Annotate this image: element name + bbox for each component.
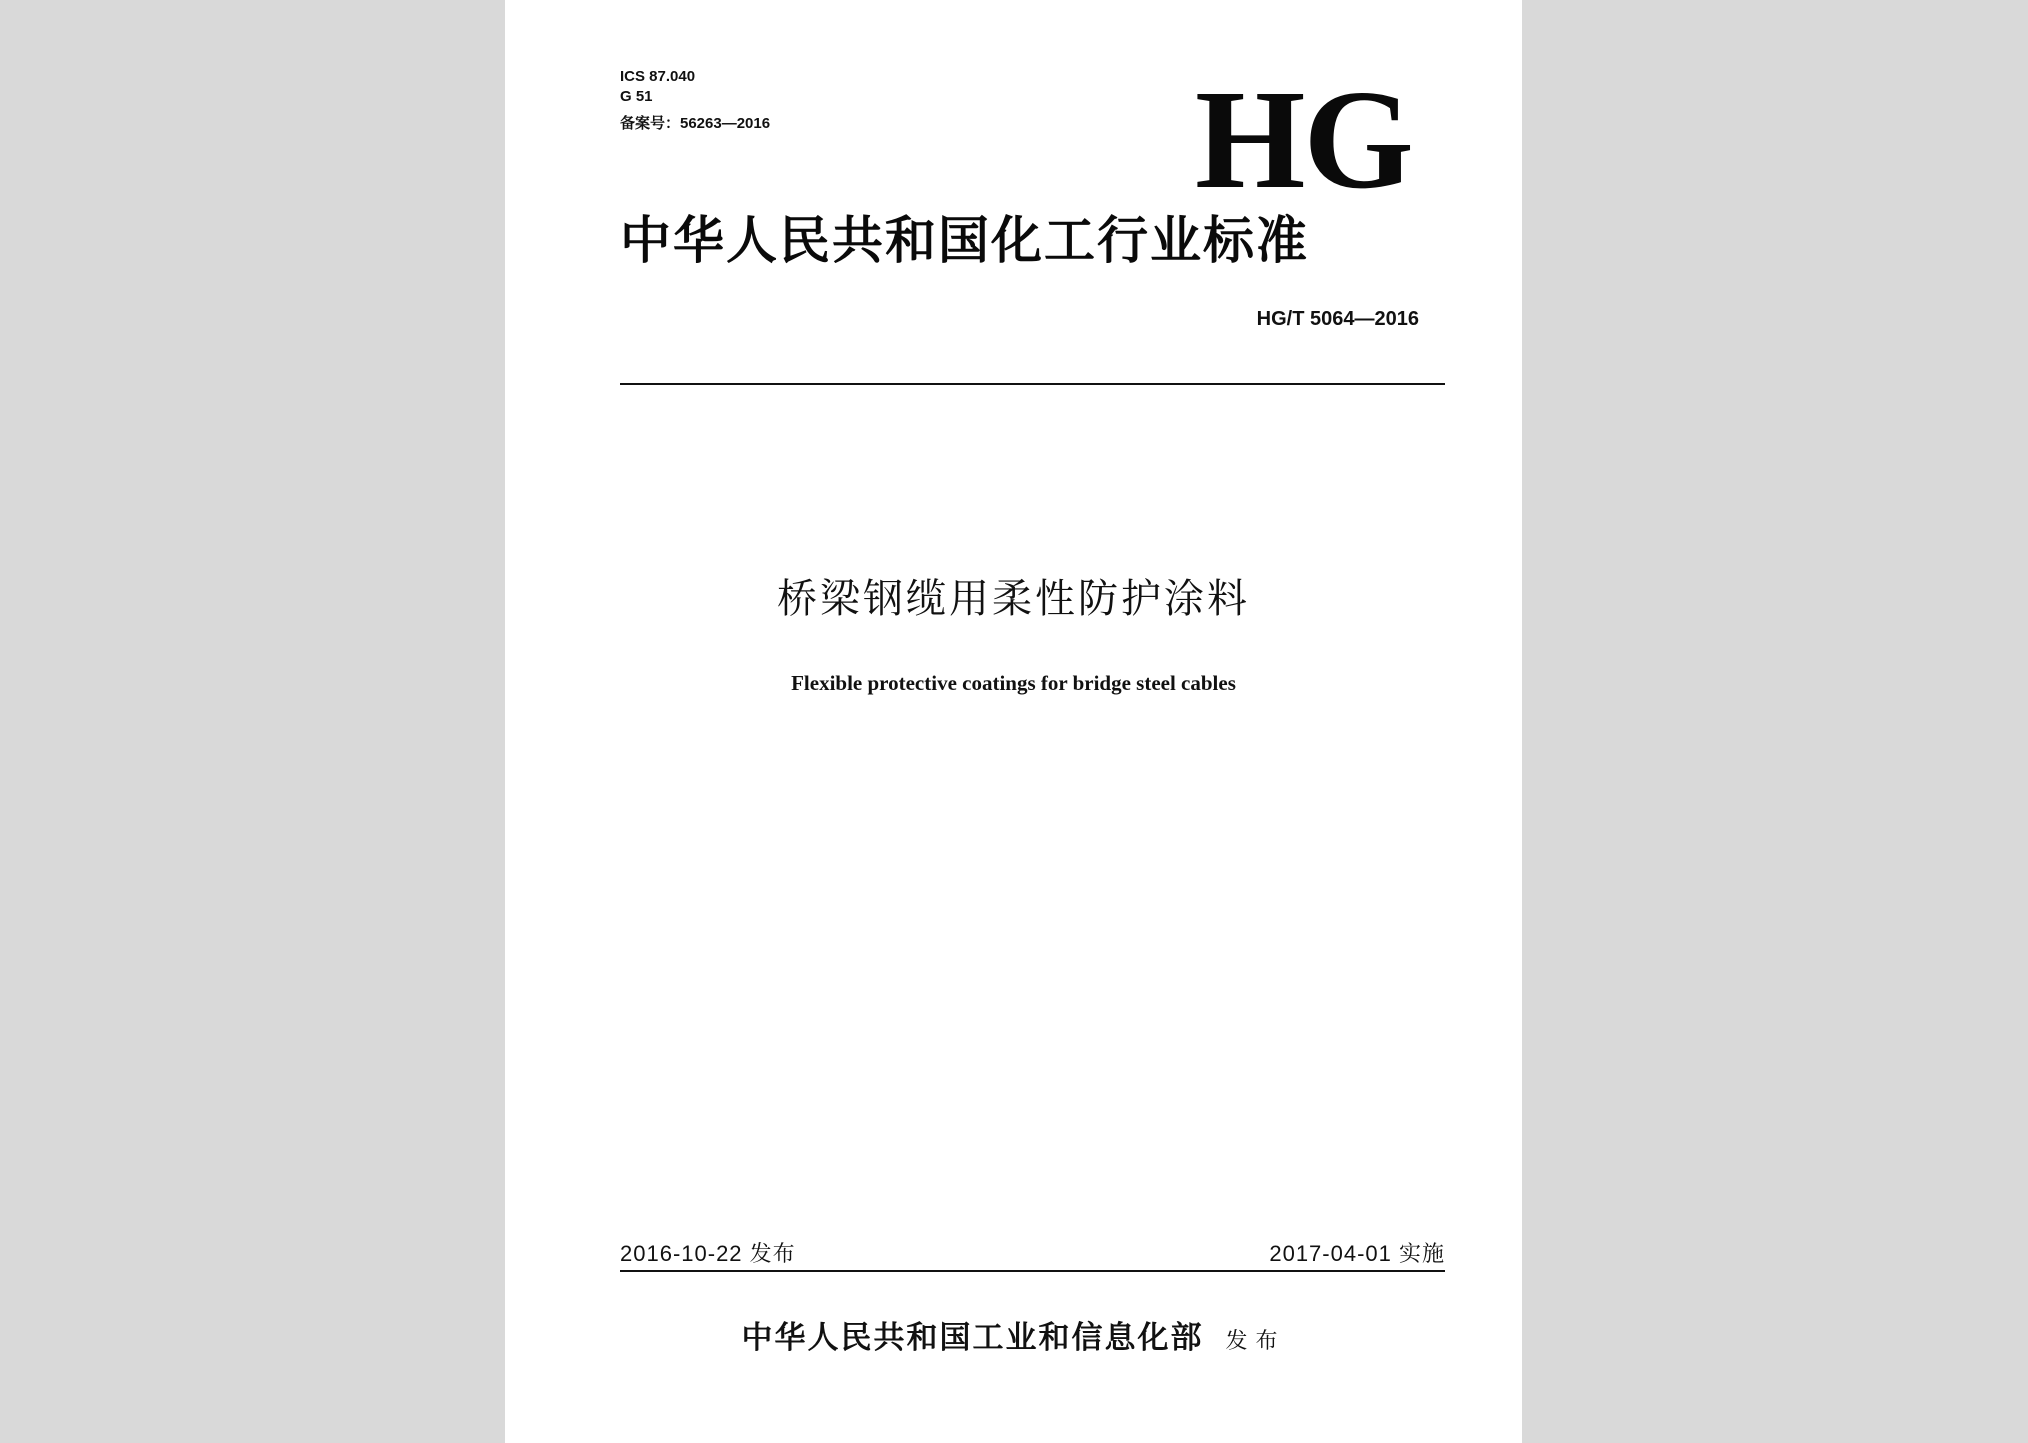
ccs-code: G 51 [620, 88, 653, 105]
ics-code: ICS 87.040 [620, 68, 696, 85]
implementation-date: 2017-04-01 实施 [1269, 1241, 1445, 1266]
document-title-chinese: 桥梁钢缆用柔性防护涂料 [777, 576, 1250, 622]
standard-number: HG/T 5064—2016 [1256, 308, 1419, 330]
document-page [505, 0, 1522, 1443]
issue-date: 2016-10-22 发布 [620, 1241, 796, 1266]
hg-logo: HG [1195, 60, 1412, 218]
publisher-action: 发布 [1225, 1329, 1286, 1354]
publisher-organization: 中华人民共和国工业和信息化部 [741, 1320, 1204, 1356]
publisher-line [505, 1318, 1522, 1362]
industry-standard-title: 中华人民共和国化工行业标准 [620, 212, 1310, 271]
record-number: 备案号：56263—2016 [620, 115, 771, 132]
document-title-english: Flexible protective coatings for bridge steel cables [791, 671, 1236, 695]
bottom-divider [620, 1270, 1445, 1272]
top-divider [620, 383, 1445, 385]
